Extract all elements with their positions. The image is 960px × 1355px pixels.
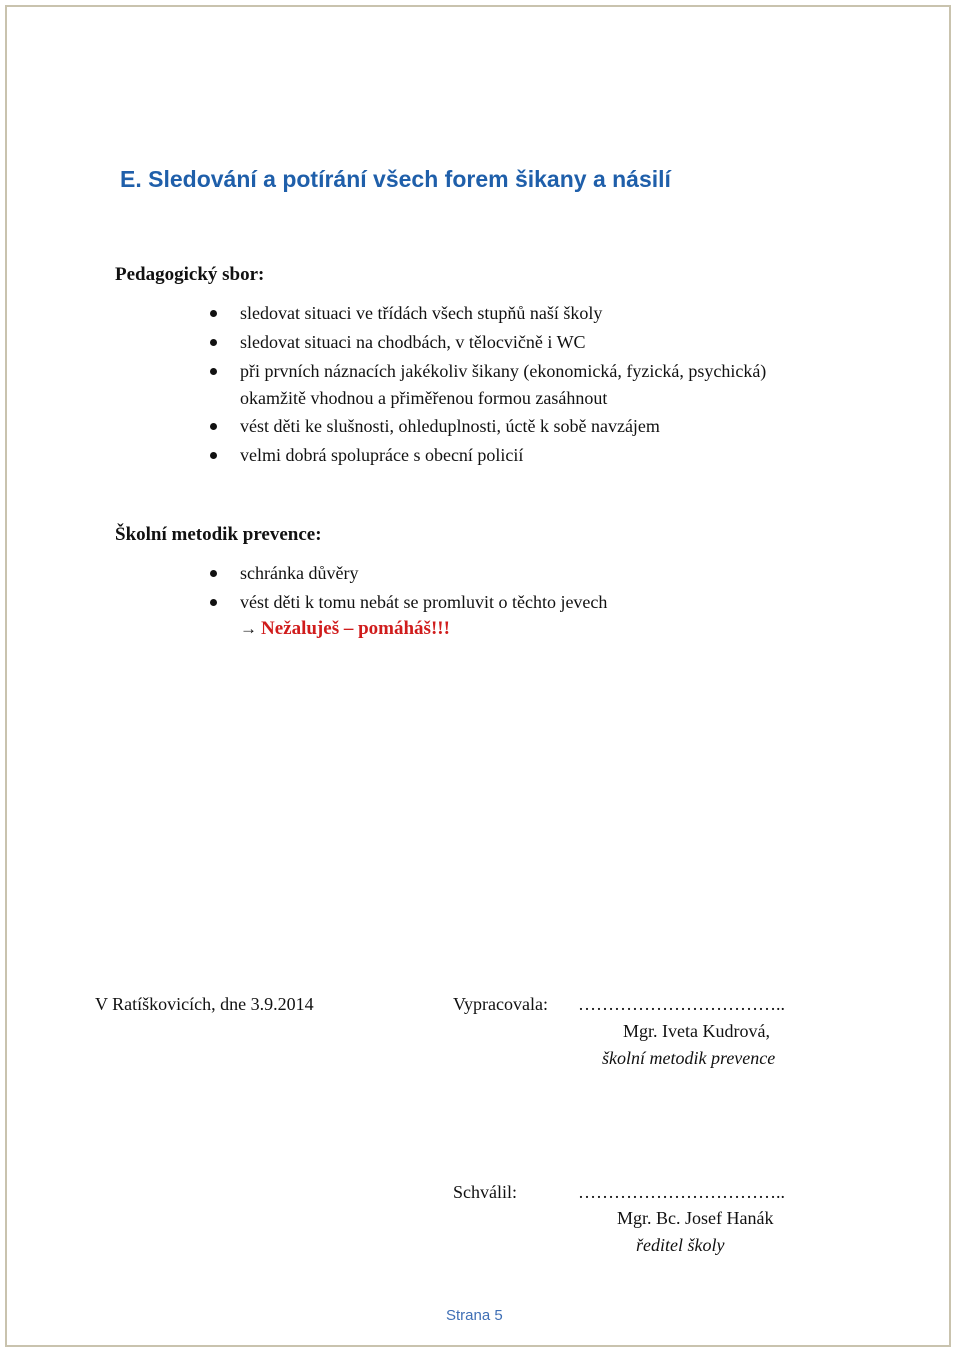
- list-item: sledovat situaci ve třídách všech stupňů naší školy: [240, 303, 603, 323]
- prepared-by-role: školní metodik prevence: [602, 1048, 776, 1068]
- right-arrow-icon: →: [240, 619, 257, 638]
- list-item: vést děti ke slušnosti, ohleduplnosti, úctě k sobě navzájem: [240, 416, 660, 436]
- section-heading: E. Sledování a potírání všech forem šikany a násilí: [120, 166, 671, 192]
- bullet-icon: [210, 310, 217, 317]
- list-item: velmi dobrá spolupráce s obecní policií: [240, 445, 524, 465]
- bullet-icon: [210, 599, 217, 606]
- prepared-by-label: Vypracovala:: [453, 994, 548, 1014]
- approved-by-label: Schválil:: [453, 1182, 517, 1202]
- approved-by-name: Mgr. Bc. Josef Hanák: [617, 1208, 774, 1228]
- prepared-by-name: Mgr. Iveta Kudrová,: [623, 1021, 770, 1041]
- bullet-icon: [210, 423, 217, 430]
- bullet-icon: [210, 570, 217, 577]
- list-item: při prvních náznacích jakékoliv šikany (ekonomická, fyzická, psychická): [240, 361, 767, 381]
- slogan-text: Nežaluješ – pomáháš!!!: [261, 618, 450, 639]
- list-item-continuation: okamžitě vhodnou a přiměřenou formou zasáhnout: [240, 388, 608, 408]
- approved-by-signature-line: ……………………………..: [578, 1182, 785, 1202]
- prepared-by-signature-line: ……………………………..: [578, 994, 785, 1014]
- approved-by-role: ředitel školy: [636, 1235, 725, 1255]
- list-item: schránka důvěry: [240, 563, 359, 583]
- page-border: [5, 5, 951, 1347]
- page-number: Strana 5: [446, 1307, 503, 1324]
- list-item: vést děti k tomu nebát se promluvit o těchto jevech: [240, 592, 608, 612]
- place-date: V Ratíškovicích, dne 3.9.2014: [95, 994, 314, 1014]
- bullet-icon: [210, 452, 217, 459]
- list-item: sledovat situaci na chodbách, v tělocvičně i WC: [240, 332, 586, 352]
- section-title-pedagogical-staff: Pedagogický sbor:: [115, 264, 265, 285]
- slogan-line: [240, 618, 450, 640]
- bullet-icon: [210, 368, 217, 375]
- section-title-prevention-methodist: Školní metodik prevence:: [115, 524, 322, 545]
- bullet-icon: [210, 339, 217, 346]
